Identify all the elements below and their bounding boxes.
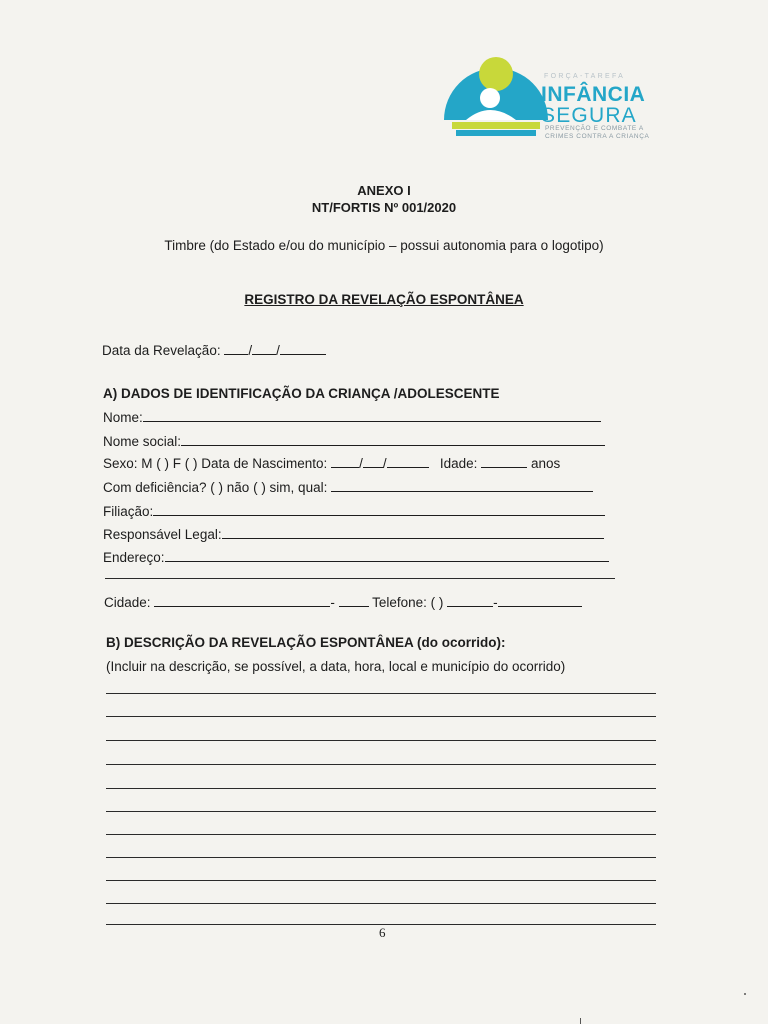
date-day-blank[interactable]	[224, 342, 248, 355]
description-line[interactable]	[106, 740, 656, 741]
social-name-label: Nome social:	[103, 434, 182, 449]
city-label: Cidade:	[104, 595, 151, 610]
parentage-blank[interactable]	[153, 503, 605, 516]
document-reference: NT/FORTIS Nº 001/2020	[311, 200, 457, 215]
date-field[interactable]	[102, 342, 326, 358]
birth-month-blank[interactable]	[363, 455, 383, 468]
description-line[interactable]	[106, 834, 656, 835]
birth-day-blank[interactable]	[331, 455, 359, 468]
description-line[interactable]	[106, 857, 656, 858]
scan-speck	[580, 1018, 581, 1024]
date-separator: /	[359, 456, 363, 471]
phone-suffix-blank[interactable]	[498, 594, 582, 607]
dash: -	[493, 595, 498, 610]
description-line[interactable]	[106, 903, 656, 904]
logo-subtitle-line1: PREVENÇÃO E COMBATE A	[545, 125, 644, 132]
phone-prefix-blank[interactable]	[447, 594, 493, 607]
logo-subtitle	[545, 125, 649, 141]
guardian-field[interactable]	[103, 526, 604, 542]
name-field[interactable]	[103, 409, 601, 425]
address-label: Endereço:	[103, 550, 165, 565]
guardian-blank[interactable]	[222, 526, 604, 539]
logo-subtitle-line2: CRIMES CONTRA A CRIANÇA	[545, 133, 650, 140]
guardian-label: Responsável Legal:	[103, 527, 222, 542]
parentage-field[interactable]	[103, 503, 605, 519]
social-name-field[interactable]	[103, 433, 605, 449]
disability-blank[interactable]	[331, 479, 593, 492]
section-b-heading: B) DESCRIÇÃO DA REVELAÇÃO ESPONTÂNEA (do ocorrido):	[106, 635, 506, 650]
name-label: Nome:	[103, 410, 143, 425]
parentage-label: Filiação:	[103, 504, 154, 519]
social-name-blank[interactable]	[181, 433, 605, 446]
city-phone-field[interactable]	[104, 594, 582, 610]
section-b-instruction: (Incluir na descrição, se possível, a data, hora, local e município do ocorrido)	[106, 659, 566, 674]
logo-superscript: FORÇA-TAREFA	[544, 73, 626, 80]
date-separator: /	[276, 343, 280, 358]
annex-header	[0, 182, 768, 216]
city-blank[interactable]	[154, 594, 330, 607]
description-line[interactable]	[106, 764, 656, 765]
description-line[interactable]	[106, 788, 656, 789]
address-field[interactable]	[103, 549, 609, 565]
date-separator: /	[382, 456, 387, 471]
age-unit: anos	[530, 456, 561, 471]
age-blank[interactable]	[481, 455, 527, 468]
description-line[interactable]	[106, 811, 656, 812]
name-blank[interactable]	[143, 409, 601, 422]
logo-title-line2: SEGURA	[541, 104, 637, 127]
state-blank[interactable]	[339, 594, 369, 607]
date-separator: /	[248, 343, 253, 358]
disability-label: Com deficiência? ( ) não ( ) sim, qual:	[103, 480, 328, 495]
description-line[interactable]	[106, 880, 656, 881]
sex-birthdate-label: Sexo: M ( ) F ( ) Data de Nascimento:	[103, 456, 328, 471]
scan-speck	[744, 993, 746, 995]
sex-birth-age-field[interactable]	[103, 455, 560, 471]
birth-year-blank[interactable]	[387, 455, 429, 468]
disability-field[interactable]	[103, 479, 593, 495]
address-blank[interactable]	[165, 549, 609, 562]
date-label: Data da Revelação:	[102, 343, 221, 358]
age-label: Idade:	[439, 456, 478, 471]
section-a-heading: A) DADOS DE IDENTIFICAÇÃO DA CRIANÇA /ADOLESCENTE	[103, 386, 500, 401]
annex-title: ANEXO I	[357, 183, 411, 198]
logo-title-line1: INFÂNCIA	[541, 83, 646, 106]
description-line[interactable]	[106, 716, 656, 717]
date-year-blank[interactable]	[280, 342, 326, 355]
form-title: REGISTRO DA REVELAÇÃO ESPONTÂNEA	[244, 292, 524, 307]
address-continuation-line[interactable]	[105, 578, 615, 579]
phone-label: Telefone: ( )	[372, 595, 444, 610]
dash: -	[330, 595, 335, 610]
description-line[interactable]	[106, 693, 656, 694]
date-month-blank[interactable]	[252, 342, 276, 355]
letterhead-note: Timbre (do Estado e/ou do município – possui autonomia para o logotipo)	[164, 238, 604, 253]
page-number: 6	[379, 925, 386, 940]
